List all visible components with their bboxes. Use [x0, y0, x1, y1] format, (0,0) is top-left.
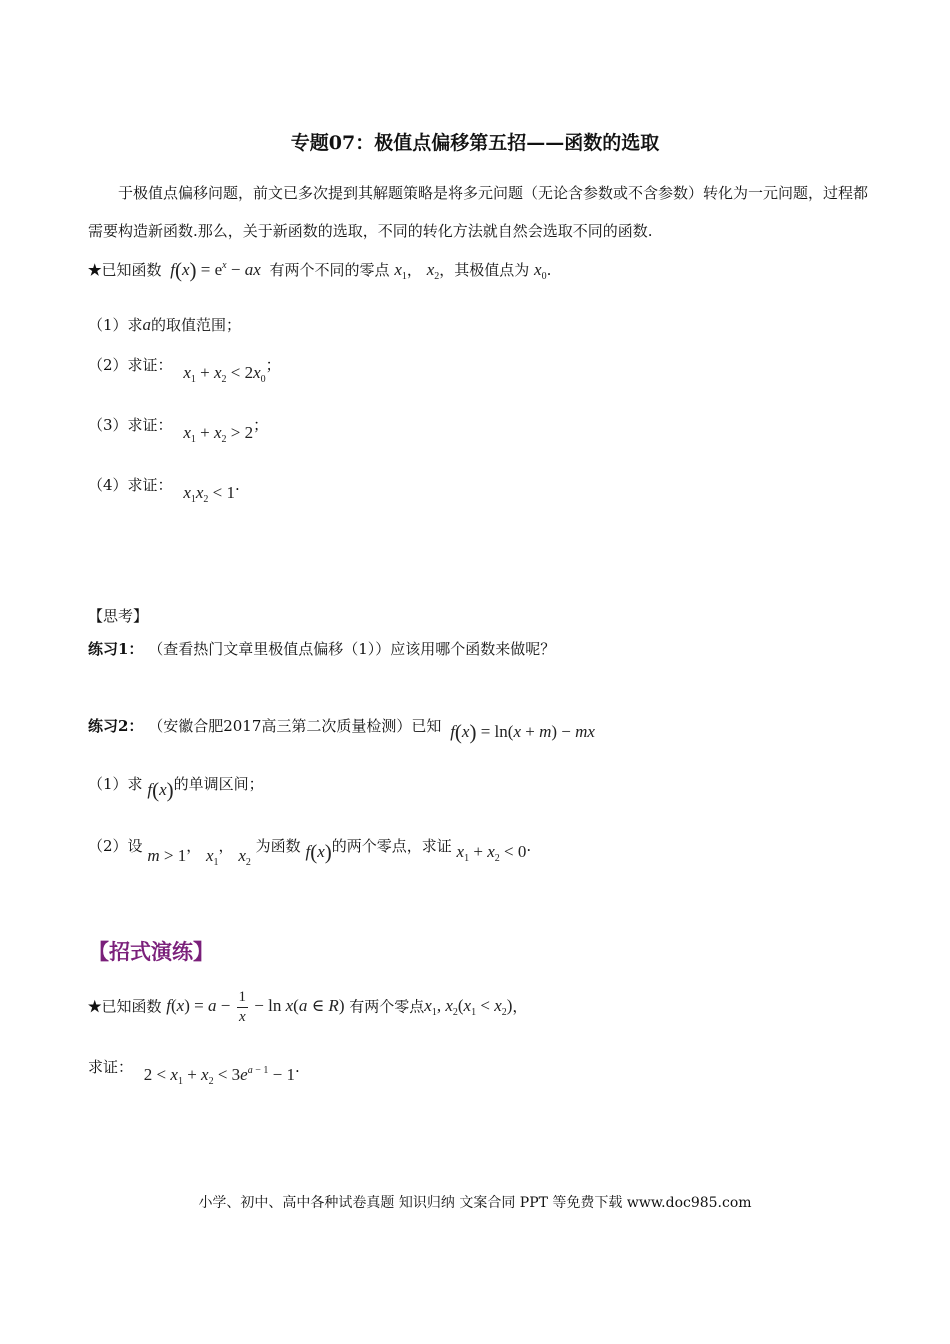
practice-statement [88, 990, 527, 1025]
period: . [526, 837, 532, 855]
q1-label: （1）求 [88, 316, 143, 334]
var-x2: $x_2$ [426, 260, 440, 282]
period: . [235, 476, 240, 494]
formula-fx: f(x) [305, 840, 332, 864]
period: . [546, 261, 552, 279]
prove-label: 求证： [88, 1058, 134, 1076]
formula-fx: f(x) [147, 778, 174, 802]
q2-label: （2）求证： [88, 356, 173, 374]
think-heading: 【思考】 [88, 607, 149, 625]
formula-practice: f(x) = a − $\frac{1}{x}$ − ln x(a ∈ R) [166, 989, 345, 1025]
formula-sum-lt-0: $x_1 + x_2 < 0$ [456, 842, 527, 864]
practice-lead: 已知函数 [101, 997, 162, 1016]
semicolon: ； [253, 416, 269, 434]
page-title: 专题07：极值点偏移第五招——函数的选取 [290, 132, 660, 154]
footer-text: 小学、初中、高中各种试卷真题 知识归纳 文案合同 PPT 等免费下载 www.doc985.com [198, 1195, 752, 1211]
comma: ， [512, 997, 528, 1016]
comma: ， [406, 261, 422, 279]
exercise-2-q2 [88, 834, 532, 868]
formula-q3: $x_1 + x_2 > 2$ [183, 423, 254, 445]
exercise-2-q1 [88, 772, 264, 802]
star-icon: ★ [88, 997, 102, 1016]
practice-mid: 有两个零点 [349, 997, 425, 1016]
practice-prove [88, 1056, 300, 1087]
example-statement [88, 258, 551, 283]
ex2-text: （安徽合肥2017高三第二次质量检测）已知 [148, 717, 442, 735]
star-icon: ★ [88, 261, 102, 279]
ex2-q2-tail: 的两个零点，求证 [331, 837, 452, 855]
formula-f-ex-ax: $f(x) = e^x$ − ax [170, 258, 261, 282]
formula-q2: $x_1 + x_2 < 2x_0$ [183, 363, 266, 385]
question-4 [88, 474, 240, 505]
q1-tail: 的取值范围； [151, 316, 242, 334]
formula-ln: f(x) = ln(x + m) − mx [450, 720, 595, 744]
intro-paragraph: 于极值点偏移问题，前文已多次提到其解题策略是将多元问题（无论含参数或不含参数）转化为一元问题，过程都需要构造新函数.那么，关于新函数的选取，不同的转化方法就自然会选取不同的函数. [88, 184, 869, 240]
question-3 [88, 414, 269, 445]
var-x2: $x_2$ [238, 846, 251, 868]
ex2-label: 练习2： [88, 717, 144, 735]
comma: ， [186, 837, 202, 855]
formula-q4: $x_1x_2 < 1$ [183, 483, 236, 505]
ex1-text: （查看热门文章里极值点偏移（1））应该用哪个函数来做呢？ [148, 640, 556, 658]
example-extreme-text: ，其极值点为 [439, 261, 530, 279]
period: . [294, 1058, 300, 1076]
example-mid: 有两个不同的零点 [269, 261, 390, 279]
semicolon: ； [265, 356, 281, 374]
practice-heading: 【招式演练】 [88, 940, 214, 964]
question-1 [88, 314, 241, 335]
var-a: a [142, 315, 152, 334]
var-x1: $x_1$ [394, 260, 407, 282]
q4-label: （4）求证： [88, 476, 173, 494]
ex1-label: 练习1： [88, 640, 144, 658]
exercise-2 [88, 714, 595, 744]
formula-inequality: $2 < x_1 + x_2 < 3e^{a - 1} - 1$ [143, 1065, 295, 1087]
formula-zeros: $x_1$, $x_2(x_1 < x_2)$ [424, 996, 513, 1019]
q3-label: （3）求证： [88, 416, 173, 434]
ex2-q2-mid: 为函数 [255, 837, 301, 855]
exercise-1 [88, 638, 555, 659]
comma: ， [218, 837, 234, 855]
ex2-q2-label: （2）设 [88, 837, 143, 855]
var-x1: $x_1$ [206, 846, 219, 868]
var-x0: $x_0$ [534, 260, 547, 282]
example-lead: 已知函数 [101, 261, 162, 279]
formula-m-gt-1: m > 1 [147, 846, 187, 865]
question-2 [88, 354, 281, 385]
ex2-q1-label: （1）求 [88, 775, 143, 793]
ex2-q1-tail: 的单调区间； [173, 775, 264, 793]
